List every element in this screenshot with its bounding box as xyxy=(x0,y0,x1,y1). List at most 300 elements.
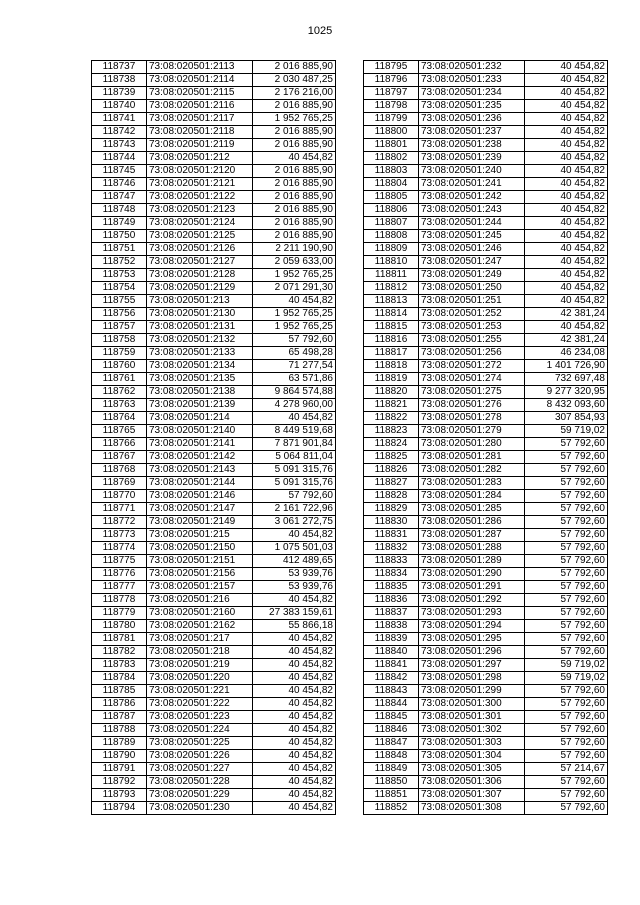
cadastral-number-cell: 73:08:020501:236 xyxy=(419,113,525,126)
table-row xyxy=(92,282,336,295)
row-number-cell: 118749 xyxy=(92,217,147,230)
value-cell: 57 792,60 xyxy=(525,685,608,698)
row-number-cell: 118786 xyxy=(92,698,147,711)
row-number-cell: 118806 xyxy=(364,204,419,217)
table-row xyxy=(92,321,336,334)
cadastral-number-cell: 73:08:020501:293 xyxy=(419,607,525,620)
row-number-cell: 118820 xyxy=(364,386,419,399)
cadastral-number-cell: 73:08:020501:298 xyxy=(419,672,525,685)
table-row xyxy=(92,477,336,490)
value-cell: 5 064 811,04 xyxy=(253,451,336,464)
cadastral-number-cell: 73:08:020501:2122 xyxy=(147,191,253,204)
table-row xyxy=(364,230,608,243)
value-cell: 57 792,60 xyxy=(253,490,336,503)
row-number-cell: 118835 xyxy=(364,581,419,594)
row-number-cell: 118823 xyxy=(364,425,419,438)
table-row xyxy=(92,763,336,776)
cadastral-number-cell: 73:08:020501:253 xyxy=(419,321,525,334)
cadastral-number-cell: 73:08:020501:307 xyxy=(419,789,525,802)
row-number-cell: 118815 xyxy=(364,321,419,334)
cadastral-number-cell: 73:08:020501:256 xyxy=(419,347,525,360)
cadastral-number-cell: 73:08:020501:232 xyxy=(419,61,525,74)
value-cell: 40 454,82 xyxy=(253,711,336,724)
cadastral-number-cell: 73:08:020501:235 xyxy=(419,100,525,113)
cadastral-number-cell: 73:08:020501:2139 xyxy=(147,399,253,412)
table-row xyxy=(92,737,336,750)
value-cell: 2 016 885,90 xyxy=(253,230,336,243)
cadastral-number-cell: 73:08:020501:304 xyxy=(419,750,525,763)
value-cell: 2 016 885,90 xyxy=(253,100,336,113)
row-number-cell: 118836 xyxy=(364,594,419,607)
cadastral-number-cell: 73:08:020501:214 xyxy=(147,412,253,425)
cadastral-number-cell: 73:08:020501:216 xyxy=(147,594,253,607)
cadastral-number-cell: 73:08:020501:222 xyxy=(147,698,253,711)
value-cell: 57 792,60 xyxy=(525,802,608,815)
table-row xyxy=(364,113,608,126)
cadastral-number-cell: 73:08:020501:230 xyxy=(147,802,253,815)
value-cell: 57 792,60 xyxy=(253,334,336,347)
value-cell: 9 277 320,95 xyxy=(525,386,608,399)
row-number-cell: 118775 xyxy=(92,555,147,568)
table-row xyxy=(92,360,336,373)
table-row xyxy=(92,594,336,607)
value-cell: 40 454,82 xyxy=(525,243,608,256)
cadastral-number-cell: 73:08:020501:225 xyxy=(147,737,253,750)
cadastral-number-cell: 73:08:020501:278 xyxy=(419,412,525,425)
value-cell: 40 454,82 xyxy=(525,74,608,87)
value-cell: 27 383 159,61 xyxy=(253,607,336,620)
cadastral-number-cell: 73:08:020501:295 xyxy=(419,633,525,646)
table-row xyxy=(364,204,608,217)
row-number-cell: 118851 xyxy=(364,789,419,802)
cadastral-number-cell: 73:08:020501:2119 xyxy=(147,139,253,152)
row-number-cell: 118790 xyxy=(92,750,147,763)
table-row xyxy=(92,126,336,139)
row-number-cell: 118801 xyxy=(364,139,419,152)
table-row xyxy=(364,373,608,386)
cadastral-number-cell: 73:08:020501:2151 xyxy=(147,555,253,568)
table-row xyxy=(92,295,336,308)
row-number-cell: 118760 xyxy=(92,360,147,373)
row-number-cell: 118841 xyxy=(364,659,419,672)
table-row xyxy=(364,581,608,594)
value-cell: 412 489,65 xyxy=(253,555,336,568)
value-cell: 2 211 190,90 xyxy=(253,243,336,256)
cadastral-number-cell: 73:08:020501:272 xyxy=(419,360,525,373)
value-cell: 42 381,24 xyxy=(525,334,608,347)
table-row xyxy=(364,776,608,789)
value-cell: 57 792,60 xyxy=(525,594,608,607)
cadastral-number-cell: 73:08:020501:299 xyxy=(419,685,525,698)
cadastral-number-cell: 73:08:020501:281 xyxy=(419,451,525,464)
value-cell: 57 792,60 xyxy=(525,542,608,555)
row-number-cell: 118758 xyxy=(92,334,147,347)
row-number-cell: 118818 xyxy=(364,360,419,373)
table-row xyxy=(364,802,608,815)
value-cell: 2 059 633,00 xyxy=(253,256,336,269)
table-row xyxy=(92,74,336,87)
row-number-cell: 118799 xyxy=(364,113,419,126)
cadastral-number-cell: 73:08:020501:2146 xyxy=(147,490,253,503)
table-row xyxy=(364,334,608,347)
row-number-cell: 118781 xyxy=(92,633,147,646)
cadastral-number-cell: 73:08:020501:2131 xyxy=(147,321,253,334)
row-number-cell: 118821 xyxy=(364,399,419,412)
row-number-cell: 118742 xyxy=(92,126,147,139)
table-row xyxy=(92,646,336,659)
row-number-cell: 118810 xyxy=(364,256,419,269)
value-cell: 57 792,60 xyxy=(525,464,608,477)
value-cell: 2 071 291,30 xyxy=(253,282,336,295)
cadastral-number-cell: 73:08:020501:287 xyxy=(419,529,525,542)
value-cell: 57 792,60 xyxy=(525,633,608,646)
table-row xyxy=(92,776,336,789)
cadastral-number-cell: 73:08:020501:303 xyxy=(419,737,525,750)
cadastral-number-cell: 73:08:020501:2140 xyxy=(147,425,253,438)
table-row xyxy=(364,74,608,87)
table-row xyxy=(92,581,336,594)
cadastral-number-cell: 73:08:020501:227 xyxy=(147,763,253,776)
value-cell: 1 952 765,25 xyxy=(253,113,336,126)
table-row xyxy=(364,516,608,529)
row-number-cell: 118819 xyxy=(364,373,419,386)
row-number-cell: 118828 xyxy=(364,490,419,503)
row-number-cell: 118817 xyxy=(364,347,419,360)
table-row xyxy=(364,672,608,685)
table-row xyxy=(92,334,336,347)
cadastral-number-cell: 73:08:020501:2135 xyxy=(147,373,253,386)
cadastral-number-cell: 73:08:020501:244 xyxy=(419,217,525,230)
table-row xyxy=(92,204,336,217)
row-number-cell: 118840 xyxy=(364,646,419,659)
value-cell: 40 454,82 xyxy=(253,152,336,165)
row-number-cell: 118847 xyxy=(364,737,419,750)
cadastral-number-cell: 73:08:020501:274 xyxy=(419,373,525,386)
value-cell: 40 454,82 xyxy=(253,698,336,711)
row-number-cell: 118738 xyxy=(92,74,147,87)
cadastral-number-cell: 73:08:020501:215 xyxy=(147,529,253,542)
value-cell: 57 792,60 xyxy=(525,477,608,490)
table-row xyxy=(92,503,336,516)
table-row xyxy=(92,178,336,191)
cadastral-number-cell: 73:08:020501:224 xyxy=(147,724,253,737)
row-number-cell: 118798 xyxy=(364,100,419,113)
row-number-cell: 118765 xyxy=(92,425,147,438)
cadastral-number-cell: 73:08:020501:294 xyxy=(419,620,525,633)
row-number-cell: 118771 xyxy=(92,503,147,516)
row-number-cell: 118780 xyxy=(92,620,147,633)
value-cell: 57 792,60 xyxy=(525,620,608,633)
value-cell: 40 454,82 xyxy=(253,789,336,802)
row-number-cell: 118743 xyxy=(92,139,147,152)
value-cell: 5 091 315,76 xyxy=(253,464,336,477)
table-row xyxy=(364,594,608,607)
cadastral-number-cell: 73:08:020501:297 xyxy=(419,659,525,672)
table-row xyxy=(364,178,608,191)
value-cell: 40 454,82 xyxy=(525,256,608,269)
table-row xyxy=(92,308,336,321)
table-row xyxy=(364,737,608,750)
row-number-cell: 118772 xyxy=(92,516,147,529)
value-cell: 40 454,82 xyxy=(253,672,336,685)
row-number-cell: 118825 xyxy=(364,451,419,464)
cadastral-number-cell: 73:08:020501:282 xyxy=(419,464,525,477)
cadastral-number-cell: 73:08:020501:2132 xyxy=(147,334,253,347)
value-cell: 2 016 885,90 xyxy=(253,204,336,217)
value-cell: 40 454,82 xyxy=(253,295,336,308)
table-row xyxy=(364,360,608,373)
value-cell: 9 864 574,88 xyxy=(253,386,336,399)
cadastral-number-cell: 73:08:020501:218 xyxy=(147,646,253,659)
row-number-cell: 118813 xyxy=(364,295,419,308)
cadastral-number-cell: 73:08:020501:2120 xyxy=(147,165,253,178)
row-number-cell: 118804 xyxy=(364,178,419,191)
table-row xyxy=(364,295,608,308)
table-row xyxy=(92,789,336,802)
value-cell: 57 792,60 xyxy=(525,529,608,542)
value-cell: 1 952 765,25 xyxy=(253,321,336,334)
row-number-cell: 118852 xyxy=(364,802,419,815)
value-cell: 57 792,60 xyxy=(525,724,608,737)
cadastral-number-cell: 73:08:020501:220 xyxy=(147,672,253,685)
value-cell: 2 176 216,00 xyxy=(253,87,336,100)
row-number-cell: 118763 xyxy=(92,399,147,412)
cadastral-number-cell: 73:08:020501:2150 xyxy=(147,542,253,555)
value-cell: 40 454,82 xyxy=(525,295,608,308)
row-number-cell: 118802 xyxy=(364,152,419,165)
cadastral-number-cell: 73:08:020501:213 xyxy=(147,295,253,308)
cadastral-number-cell: 73:08:020501:2130 xyxy=(147,308,253,321)
row-number-cell: 118849 xyxy=(364,763,419,776)
table-row xyxy=(92,386,336,399)
value-cell: 2 016 885,90 xyxy=(253,191,336,204)
table-row xyxy=(92,256,336,269)
cadastral-number-cell: 73:08:020501:2114 xyxy=(147,74,253,87)
cadastral-number-cell: 73:08:020501:2124 xyxy=(147,217,253,230)
row-number-cell: 118746 xyxy=(92,178,147,191)
row-number-cell: 118788 xyxy=(92,724,147,737)
row-number-cell: 118848 xyxy=(364,750,419,763)
table-row xyxy=(92,269,336,282)
value-cell: 2 016 885,90 xyxy=(253,61,336,74)
value-cell: 57 792,60 xyxy=(525,607,608,620)
cadastral-number-cell: 73:08:020501:2133 xyxy=(147,347,253,360)
cadastral-number-cell: 73:08:020501:217 xyxy=(147,633,253,646)
cadastral-number-cell: 73:08:020501:289 xyxy=(419,555,525,568)
cadastral-number-cell: 73:08:020501:296 xyxy=(419,646,525,659)
value-cell: 2 016 885,90 xyxy=(253,165,336,178)
value-cell: 40 454,82 xyxy=(253,594,336,607)
row-number-cell: 118838 xyxy=(364,620,419,633)
cadastral-number-cell: 73:08:020501:2117 xyxy=(147,113,253,126)
row-number-cell: 118754 xyxy=(92,282,147,295)
value-cell: 307 854,93 xyxy=(525,412,608,425)
value-cell: 7 871 901,84 xyxy=(253,438,336,451)
row-number-cell: 118814 xyxy=(364,308,419,321)
table-row xyxy=(364,347,608,360)
value-cell: 1 075 501,03 xyxy=(253,542,336,555)
table-row xyxy=(92,451,336,464)
cadastral-number-cell: 73:08:020501:229 xyxy=(147,789,253,802)
value-cell: 40 454,82 xyxy=(253,529,336,542)
table-row xyxy=(92,685,336,698)
table-row xyxy=(92,87,336,100)
cadastral-number-cell: 73:08:020501:240 xyxy=(419,165,525,178)
cadastral-number-cell: 73:08:020501:305 xyxy=(419,763,525,776)
row-number-cell: 118757 xyxy=(92,321,147,334)
row-number-cell: 118753 xyxy=(92,269,147,282)
cadastral-number-cell: 73:08:020501:302 xyxy=(419,724,525,737)
value-cell: 40 454,82 xyxy=(525,87,608,100)
table-row xyxy=(364,724,608,737)
cadastral-number-cell: 73:08:020501:2116 xyxy=(147,100,253,113)
value-cell: 40 454,82 xyxy=(253,724,336,737)
value-cell: 57 792,60 xyxy=(525,516,608,529)
row-number-cell: 118755 xyxy=(92,295,147,308)
table-row xyxy=(92,438,336,451)
row-number-cell: 118842 xyxy=(364,672,419,685)
value-cell: 57 792,60 xyxy=(525,555,608,568)
cadastral-number-cell: 73:08:020501:238 xyxy=(419,139,525,152)
table-row xyxy=(92,802,336,815)
table-row xyxy=(364,620,608,633)
cadastral-number-cell: 73:08:020501:2113 xyxy=(147,61,253,74)
row-number-cell: 118761 xyxy=(92,373,147,386)
value-cell: 57 792,60 xyxy=(525,698,608,711)
value-cell: 57 792,60 xyxy=(525,568,608,581)
value-cell: 40 454,82 xyxy=(525,61,608,74)
table-row xyxy=(364,321,608,334)
value-cell: 57 792,60 xyxy=(525,646,608,659)
row-number-cell: 118779 xyxy=(92,607,147,620)
table-row xyxy=(364,698,608,711)
table-row xyxy=(364,269,608,282)
value-cell: 8 432 093,60 xyxy=(525,399,608,412)
cadastral-number-cell: 73:08:020501:2162 xyxy=(147,620,253,633)
table-row xyxy=(92,191,336,204)
value-cell: 5 091 315,76 xyxy=(253,477,336,490)
table-row xyxy=(364,308,608,321)
value-cell: 40 454,82 xyxy=(525,269,608,282)
table-row xyxy=(92,516,336,529)
row-number-cell: 118807 xyxy=(364,217,419,230)
row-number-cell: 118829 xyxy=(364,503,419,516)
row-number-cell: 118767 xyxy=(92,451,147,464)
table-row xyxy=(364,256,608,269)
cadastral-number-cell: 73:08:020501:212 xyxy=(147,152,253,165)
value-cell: 46 234,08 xyxy=(525,347,608,360)
cadastral-number-cell: 73:08:020501:285 xyxy=(419,503,525,516)
cadastral-number-cell: 73:08:020501:2118 xyxy=(147,126,253,139)
cadastral-number-cell: 73:08:020501:276 xyxy=(419,399,525,412)
row-number-cell: 118844 xyxy=(364,698,419,711)
cadastral-number-cell: 73:08:020501:2160 xyxy=(147,607,253,620)
table-row xyxy=(92,633,336,646)
row-number-cell: 118745 xyxy=(92,165,147,178)
table-row xyxy=(92,659,336,672)
value-cell: 40 454,82 xyxy=(525,100,608,113)
table-row xyxy=(92,711,336,724)
cadastral-number-cell: 73:08:020501:2141 xyxy=(147,438,253,451)
row-number-cell: 118774 xyxy=(92,542,147,555)
table-row xyxy=(92,347,336,360)
table-row xyxy=(364,61,608,74)
cadastral-number-cell: 73:08:020501:2149 xyxy=(147,516,253,529)
value-cell: 55 866,18 xyxy=(253,620,336,633)
cadastral-number-cell: 73:08:020501:290 xyxy=(419,568,525,581)
cadastral-number-cell: 73:08:020501:2126 xyxy=(147,243,253,256)
row-number-cell: 118839 xyxy=(364,633,419,646)
left-register-table xyxy=(91,60,336,815)
value-cell: 40 454,82 xyxy=(525,165,608,178)
table-row xyxy=(364,126,608,139)
row-number-cell: 118747 xyxy=(92,191,147,204)
value-cell: 57 792,60 xyxy=(525,737,608,750)
table-row xyxy=(92,113,336,126)
value-cell: 40 454,82 xyxy=(525,139,608,152)
right-table-body xyxy=(364,61,608,815)
value-cell: 40 454,82 xyxy=(253,776,336,789)
table-row xyxy=(92,464,336,477)
row-number-cell: 118776 xyxy=(92,568,147,581)
table-row xyxy=(364,633,608,646)
row-number-cell: 118822 xyxy=(364,412,419,425)
row-number-cell: 118845 xyxy=(364,711,419,724)
row-number-cell: 118831 xyxy=(364,529,419,542)
cadastral-number-cell: 73:08:020501:2134 xyxy=(147,360,253,373)
cadastral-number-cell: 73:08:020501:2121 xyxy=(147,178,253,191)
table-row xyxy=(364,685,608,698)
row-number-cell: 118751 xyxy=(92,243,147,256)
row-number-cell: 118784 xyxy=(92,672,147,685)
cadastral-number-cell: 73:08:020501:228 xyxy=(147,776,253,789)
cadastral-number-cell: 73:08:020501:246 xyxy=(419,243,525,256)
table-row xyxy=(92,399,336,412)
row-number-cell: 118812 xyxy=(364,282,419,295)
cadastral-number-cell: 73:08:020501:252 xyxy=(419,308,525,321)
value-cell: 40 454,82 xyxy=(525,191,608,204)
value-cell: 40 454,82 xyxy=(525,321,608,334)
cadastral-number-cell: 73:08:020501:2123 xyxy=(147,204,253,217)
table-row xyxy=(364,412,608,425)
value-cell: 8 449 519,68 xyxy=(253,425,336,438)
table-row xyxy=(92,425,336,438)
value-cell: 40 454,82 xyxy=(253,659,336,672)
cadastral-number-cell: 73:08:020501:306 xyxy=(419,776,525,789)
table-row xyxy=(92,243,336,256)
row-number-cell: 118833 xyxy=(364,555,419,568)
cadastral-number-cell: 73:08:020501:223 xyxy=(147,711,253,724)
left-table-body xyxy=(92,61,336,815)
table-row xyxy=(92,230,336,243)
value-cell: 40 454,82 xyxy=(525,217,608,230)
table-row xyxy=(364,386,608,399)
row-number-cell: 118837 xyxy=(364,607,419,620)
cadastral-number-cell: 73:08:020501:226 xyxy=(147,750,253,763)
table-row xyxy=(92,607,336,620)
table-row xyxy=(364,607,608,620)
table-row xyxy=(92,100,336,113)
cadastral-number-cell: 73:08:020501:2157 xyxy=(147,581,253,594)
table-row xyxy=(364,399,608,412)
row-number-cell: 118797 xyxy=(364,87,419,100)
cadastral-number-cell: 73:08:020501:221 xyxy=(147,685,253,698)
cadastral-number-cell: 73:08:020501:2143 xyxy=(147,464,253,477)
value-cell: 40 454,82 xyxy=(253,750,336,763)
table-row xyxy=(92,724,336,737)
value-cell: 40 454,82 xyxy=(253,412,336,425)
row-number-cell: 118787 xyxy=(92,711,147,724)
